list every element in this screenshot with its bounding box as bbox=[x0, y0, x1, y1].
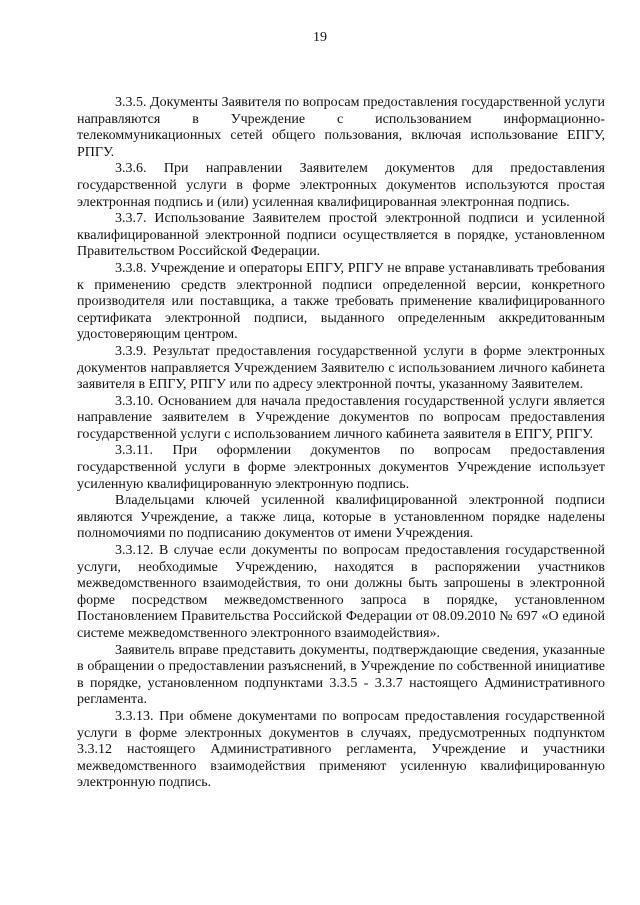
paragraph-applicant-right: Заявитель вправе представить документы, подтверждающие сведения, указанные в обращении о предоставлении разъяснений, в Учреждение по собственной инициативе в порядке, установленном подпунктами 3.3.5 - 3.3.7 настоящего Административного регламента. bbox=[77, 642, 605, 708]
paragraph-3-3-7: 3.3.7. Использование Заявителем простой электронной подписи и усиленной квалифицированной электронной подписи осуществляется в порядке, установленном Правительством Российской Федерации. bbox=[77, 211, 605, 260]
paragraph-3-3-10: 3.3.10. Основанием для начала предоставления государственной услуги является направление заявителем в Учреждение документов по вопросам предоставления государственной услуги с использованием личного кабинета заявителя в ЕПГУ, РПГУ. bbox=[77, 393, 605, 442]
paragraph-3-3-9: 3.3.9. Результат предоставления государственной услуги в форме электронных документов направляется Учреждением Заявителю с использованием личного кабинета заявителя в ЕПГУ, РПГУ или по адресу электронной почты, указанному Заявителем. bbox=[77, 343, 605, 393]
page-number: 19 bbox=[313, 30, 327, 45]
paragraph-3-3-5: 3.3.5. Документы Заявителя по вопросам предоставления государственной услуги направляются в Учреждение с использованием информационно-телекоммуникационных сетей общего пользования, включая использование ЕПГУ, РПГУ. bbox=[77, 95, 605, 160]
document-body bbox=[77, 95, 605, 792]
paragraph-3-3-13: 3.3.13. При обмене документами по вопросам предоставления государственной услуги в форме электронных документов в случаях, предусмотренных подпунктом 3.3.12 настоящего Административного регламента, Учреждение и участники межведомственного взаимодействия применяют усиленную квалифицированную электронную подпись. bbox=[77, 708, 605, 791]
paragraph-key-owners: Владельцами ключей усиленной квалифицированной электронной подписи являются Учреждение, а также лица, которые в установленном порядке наделены полномочиями по подписанию документов от имени Учреждения. bbox=[77, 493, 605, 542]
paragraph-3-3-8: 3.3.8. Учреждение и операторы ЕПГУ, РПГУ не вправе устанавливать требования к применению средств электронной подписи определенной версии, конкретного производителя или поставщика, а также требовать применение квалифицированного сертификата электронной подписи, выданного определенным аккредитованным удостоверяющим центром. bbox=[77, 260, 605, 343]
paragraph-3-3-12: 3.3.12. В случае если документы по вопросам предоставления государственной услуги, необходимые Учреждению, находятся в распоряжении участников межведомственного взаимодействия, то они должны быть запрошены в электронной форме посредством межведомственного запроса в порядке, установленном Постановлением Правительства Российской Федерации от 08.09.2010 № 697 «О единой системе межведомственного электронного взаимодействия». bbox=[77, 543, 605, 641]
paragraph-3-3-6: 3.3.6. При направлении Заявителем документов для предоставления государственной услуги в форме электронных документов используются простая электронная подпись и (или) усиленная квалифицированная электронная подпись. bbox=[77, 161, 605, 210]
paragraph-3-3-11: 3.3.11. При оформлении документов по вопросам предоставления государственной услуги в форме электронных документов Учреждение использует усиленную квалифицированную электронную подпись. bbox=[77, 443, 605, 492]
